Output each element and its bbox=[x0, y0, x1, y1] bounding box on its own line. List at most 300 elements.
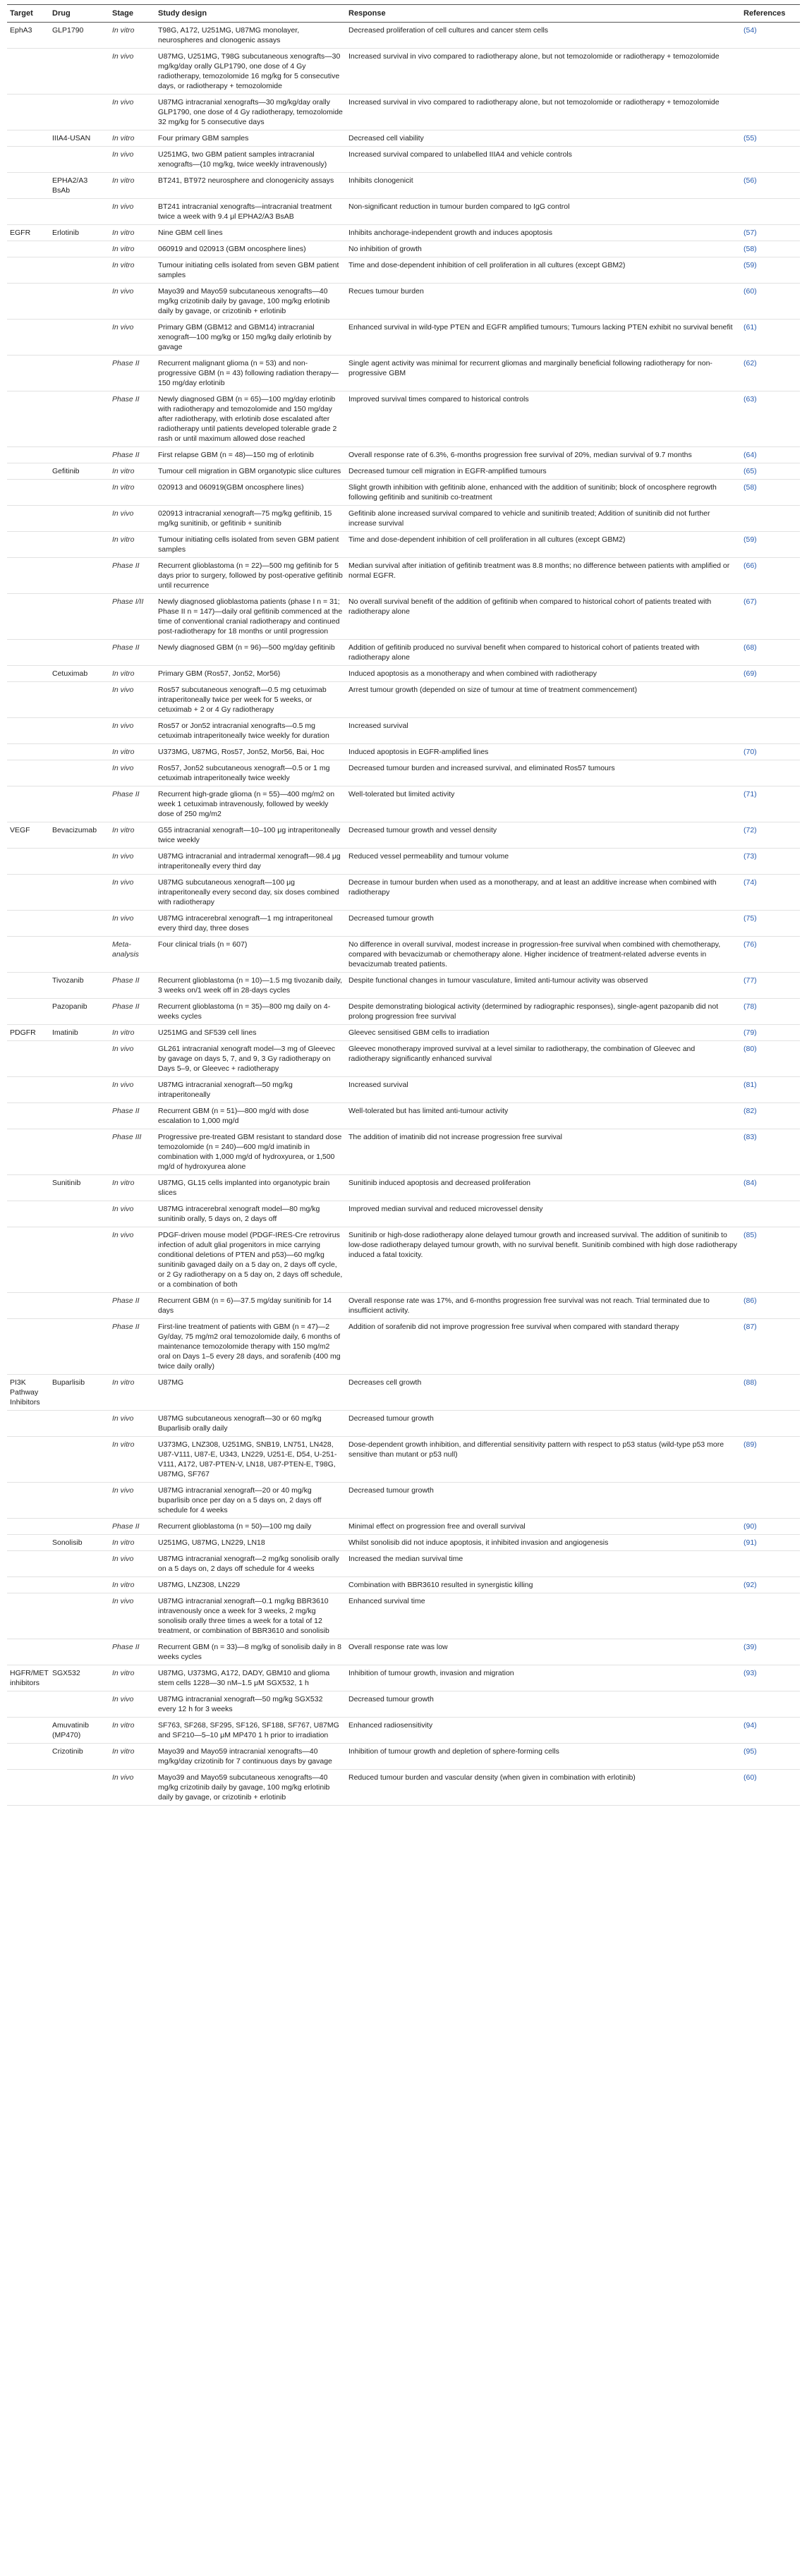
reference-link[interactable]: (69) bbox=[744, 669, 757, 678]
cell-stage: Phase II bbox=[109, 1519, 155, 1535]
table-row bbox=[7, 1077, 800, 1103]
cell-stage: In vitro bbox=[109, 744, 155, 760]
cell-reference[interactable] bbox=[741, 463, 800, 480]
cell-reference bbox=[741, 95, 800, 130]
cell-reference bbox=[741, 1593, 800, 1639]
table-row bbox=[7, 760, 800, 786]
cell-drug bbox=[49, 199, 109, 225]
reference-link[interactable]: (79) bbox=[744, 1028, 757, 1037]
cell-reference bbox=[741, 1201, 800, 1227]
reference-link[interactable]: (82) bbox=[744, 1107, 757, 1115]
table-row bbox=[7, 49, 800, 95]
cell-stage: In vitro bbox=[109, 1665, 155, 1691]
cell-study-design: Mayo39 and Mayo59 subcutaneous xenografts—40 mg/kg crizotinib daily by gavage, 100 mg/kg erlotinib daily by gavage, or crizotinib + erlotinib bbox=[155, 1770, 346, 1806]
cell-response: Minimal effect on progression free and overall survival bbox=[346, 1519, 741, 1535]
table-row bbox=[7, 130, 800, 147]
cell-response: No overall survival benefit of the addition of gefitinib when compared to historical cohort of patients treated with radiotherapy alone bbox=[346, 594, 741, 640]
cell-response: Sunitinib induced apoptosis and decreased proliferation bbox=[346, 1175, 741, 1201]
reference-link[interactable]: (83) bbox=[744, 1133, 757, 1141]
table-row bbox=[7, 1770, 800, 1806]
cell-reference[interactable] bbox=[741, 786, 800, 822]
cell-target bbox=[7, 1201, 49, 1227]
cell-target bbox=[7, 1577, 49, 1593]
cell-study-design: Ros57 or Jon52 intracranial xenografts—0.5 mg cetuximab intraperitoneally twice weekly for duration bbox=[155, 718, 346, 744]
cell-stage: In vivo bbox=[109, 1041, 155, 1077]
reference-link[interactable]: (65) bbox=[744, 467, 757, 475]
cell-drug bbox=[49, 1639, 109, 1665]
cell-target bbox=[7, 1103, 49, 1129]
cell-drug bbox=[49, 640, 109, 666]
header-references: References bbox=[741, 5, 800, 23]
cell-reference[interactable] bbox=[741, 1577, 800, 1593]
cell-stage: In vitro bbox=[109, 1437, 155, 1483]
cell-response: Decreased tumour growth bbox=[346, 1691, 741, 1718]
cell-response: Increased survival in vivo compared to radiotherapy alone, but not temozolomide or radiotherapy + temozolomide bbox=[346, 95, 741, 130]
cell-stage: In vivo bbox=[109, 1201, 155, 1227]
cell-response: Well-tolerated but has limited anti-tumour activity bbox=[346, 1103, 741, 1129]
table-row bbox=[7, 23, 800, 49]
cell-target bbox=[7, 147, 49, 173]
cell-study-design: Recurrent malignant glioma (n = 53) and non-progressive GBM (n = 43) following radiation therapy—150 mg/day erlotinib bbox=[155, 356, 346, 391]
cell-response: Increased the median survival time bbox=[346, 1551, 741, 1577]
reference-link[interactable]: (56) bbox=[744, 176, 757, 185]
table-row bbox=[7, 1577, 800, 1593]
cell-study-design: U87MG subcutaneous xenograft—30 or 60 mg/kg Buparlisib orally daily bbox=[155, 1411, 346, 1437]
table-row bbox=[7, 786, 800, 822]
cell-reference[interactable] bbox=[741, 1375, 800, 1411]
table-row bbox=[7, 1375, 800, 1411]
cell-drug bbox=[49, 506, 109, 532]
cell-study-design: U87MG, GL15 cells implanted into organotypic brain slices bbox=[155, 1175, 346, 1201]
cell-reference[interactable] bbox=[741, 911, 800, 937]
cell-stage: Phase III bbox=[109, 1129, 155, 1175]
cell-reference[interactable] bbox=[741, 1770, 800, 1806]
cell-reference[interactable] bbox=[741, 973, 800, 999]
cell-response: Gleevec monotherapy improved survival at a level similar to radiotherapy, the combination of Gleevec and radiotherapy significantly enhanced survival bbox=[346, 1041, 741, 1077]
cell-drug bbox=[49, 1593, 109, 1639]
cell-reference[interactable] bbox=[741, 225, 800, 241]
reference-link[interactable]: (55) bbox=[744, 134, 757, 142]
cell-target bbox=[7, 1411, 49, 1437]
table-row bbox=[7, 875, 800, 911]
reference-link[interactable]: (74) bbox=[744, 878, 757, 887]
cell-stage: In vitro bbox=[109, 1718, 155, 1744]
cell-study-design: U373MG, LNZ308, U251MG, SNB19, LN751, LN428, U87-V111, U87-E, U343, LN229, U251-E, D54, U-251-V111, A172, U87-PTEN-V, LN18, U87-PTEN-E, T98G, U87MG, SF767 bbox=[155, 1437, 346, 1483]
cell-drug bbox=[49, 1483, 109, 1519]
reference-link[interactable]: (77) bbox=[744, 976, 757, 985]
cell-stage: In vitro bbox=[109, 225, 155, 241]
reference-link[interactable]: (93) bbox=[744, 1669, 757, 1677]
cell-study-design: 020913 and 060919(GBM oncosphere lines) bbox=[155, 480, 346, 506]
reference-link[interactable]: (61) bbox=[744, 323, 757, 332]
table-row bbox=[7, 1319, 800, 1375]
cell-reference[interactable] bbox=[741, 1535, 800, 1551]
cell-study-design: Recurrent GBM (n = 6)—37.5 mg/day sunitinib for 14 days bbox=[155, 1293, 346, 1319]
cell-drug bbox=[49, 682, 109, 718]
cell-drug: Sunitinib bbox=[49, 1175, 109, 1201]
cell-response: Overall response rate of 6.3%, 6-months progression free survival of 20%, median survival of 9.7 months bbox=[346, 447, 741, 463]
cell-reference[interactable] bbox=[741, 1744, 800, 1770]
reference-link[interactable]: (76) bbox=[744, 940, 757, 949]
cell-target bbox=[7, 1639, 49, 1665]
cell-study-design: Newly diagnosed GBM (n = 65)—100 mg/day erlotinib with radiotherapy and temozolomide and 150 mg/day after radiotherapy, with erlotinib dose escalated after radiotherapy until patients developed tolerable grade 2 rash or until maximum allowed dose reached bbox=[155, 391, 346, 447]
cell-drug bbox=[49, 1041, 109, 1077]
cell-study-design: GL261 intracranial xenograft model—3 mg of Gleevec by gavage on days 5, 7, and 9, 3 Gy radiotherapy on Days 5–9, or Gleevec + radiotherapy bbox=[155, 1041, 346, 1077]
table-row bbox=[7, 320, 800, 356]
cell-drug bbox=[49, 1691, 109, 1718]
reference-link[interactable]: (91) bbox=[744, 1538, 757, 1547]
table-row bbox=[7, 1691, 800, 1718]
cell-reference[interactable] bbox=[741, 1227, 800, 1293]
cell-response: Decreased tumour growth and vessel density bbox=[346, 822, 741, 849]
table-row bbox=[7, 1201, 800, 1227]
cell-target bbox=[7, 1175, 49, 1201]
cell-study-design: U87MG, U251MG, T98G subcutaneous xenografts—30 mg/kg/day orally GLP1790, one dose of 4 Gy radiotherapy, temozolomide 16 mg/kg for 5 consecutive days, or radiotherapy + temozolomide bbox=[155, 49, 346, 95]
reference-link[interactable]: (89) bbox=[744, 1440, 757, 1449]
cell-study-design: Ros57, Jon52 subcutaneous xenograft—0.5 or 1 mg cetuximab intraperitoneally twice weekly bbox=[155, 760, 346, 786]
cell-drug bbox=[49, 257, 109, 284]
cell-stage: In vivo bbox=[109, 1551, 155, 1577]
cell-reference[interactable] bbox=[741, 1077, 800, 1103]
cell-reference[interactable] bbox=[741, 391, 800, 447]
reference-link[interactable]: (80) bbox=[744, 1045, 757, 1053]
cell-response: Decreases cell growth bbox=[346, 1375, 741, 1411]
cell-drug bbox=[49, 1437, 109, 1483]
table-row bbox=[7, 463, 800, 480]
cell-study-design: U87MG intracranial and intradermal xenograft—98.4 μg intraperitoneally every third day bbox=[155, 849, 346, 875]
cell-response: The addition of imatinib did not increase progression free survival bbox=[346, 1129, 741, 1175]
cell-target: VEGF bbox=[7, 822, 49, 849]
reference-link[interactable]: (71) bbox=[744, 790, 757, 798]
cell-target bbox=[7, 320, 49, 356]
reference-link[interactable]: (73) bbox=[744, 852, 757, 861]
cell-target bbox=[7, 241, 49, 257]
reference-link[interactable]: (68) bbox=[744, 643, 757, 652]
cell-response: Decreased tumour cell migration in EGFR-amplified tumours bbox=[346, 463, 741, 480]
cell-study-design: U87MG intracranial xenograft—2 mg/kg sonolisib orally on a 5 days on, 2 days off schedule for 4 weeks bbox=[155, 1551, 346, 1577]
cell-drug: EPHA2/A3 BsAb bbox=[49, 173, 109, 199]
cell-reference[interactable] bbox=[741, 875, 800, 911]
cell-drug bbox=[49, 1293, 109, 1319]
cell-stage: Phase II bbox=[109, 786, 155, 822]
cell-reference[interactable] bbox=[741, 937, 800, 973]
table-row bbox=[7, 973, 800, 999]
cell-study-design: U87MG subcutaneous xenograft—100 μg intraperitoneally every second day, six doses combined with radiotherapy bbox=[155, 875, 346, 911]
cell-reference[interactable] bbox=[741, 1293, 800, 1319]
cell-target bbox=[7, 1293, 49, 1319]
cell-target bbox=[7, 718, 49, 744]
cell-reference[interactable] bbox=[741, 1319, 800, 1375]
cell-target: EphA3 bbox=[7, 23, 49, 49]
reference-link[interactable]: (64) bbox=[744, 451, 757, 459]
cell-study-design: Four clinical trials (n = 607) bbox=[155, 937, 346, 973]
reference-link[interactable]: (94) bbox=[744, 1721, 757, 1730]
reference-link[interactable]: (58) bbox=[744, 245, 757, 253]
table-row bbox=[7, 1593, 800, 1639]
cell-reference[interactable] bbox=[741, 241, 800, 257]
reference-link[interactable]: (75) bbox=[744, 914, 757, 923]
reference-link[interactable]: (59) bbox=[744, 261, 757, 269]
table-row bbox=[7, 506, 800, 532]
cell-reference[interactable] bbox=[741, 480, 800, 506]
cell-reference[interactable] bbox=[741, 447, 800, 463]
cell-stage: In vitro bbox=[109, 241, 155, 257]
reference-link[interactable]: (67) bbox=[744, 597, 757, 606]
reference-link[interactable]: (58) bbox=[744, 483, 757, 492]
cell-reference[interactable] bbox=[741, 532, 800, 558]
cell-reference bbox=[741, 1691, 800, 1718]
cell-drug bbox=[49, 1103, 109, 1129]
cell-drug bbox=[49, 284, 109, 320]
cell-reference[interactable] bbox=[741, 594, 800, 640]
cell-study-design: Tumour initiating cells isolated from seven GBM patient samples bbox=[155, 257, 346, 284]
cell-reference[interactable] bbox=[741, 1025, 800, 1041]
cell-target bbox=[7, 1129, 49, 1175]
cell-reference[interactable] bbox=[741, 1639, 800, 1665]
cell-response: Single agent activity was minimal for recurrent gliomas and marginally beneficial following radiotherapy for non-progressive GBM bbox=[346, 356, 741, 391]
cell-target bbox=[7, 911, 49, 937]
cell-study-design: Four primary GBM samples bbox=[155, 130, 346, 147]
cell-reference[interactable] bbox=[741, 23, 800, 49]
cell-reference[interactable] bbox=[741, 284, 800, 320]
table-row bbox=[7, 640, 800, 666]
cell-target bbox=[7, 1319, 49, 1375]
cell-drug bbox=[49, 718, 109, 744]
cell-reference bbox=[741, 682, 800, 718]
cell-study-design: BT241, BT972 neurosphere and clonogenicity assays bbox=[155, 173, 346, 199]
cell-study-design: U87MG intracranial xenograft—0.1 mg/kg BBR3610 intravenously once a week for 3 weeks, 2 mg/kg sonolisib orally three times a week for a total of 12 treatment, or combination of BBR3610 and sonolisib bbox=[155, 1593, 346, 1639]
cell-reference[interactable] bbox=[741, 1437, 800, 1483]
cell-stage: Phase II bbox=[109, 447, 155, 463]
cell-drug bbox=[49, 532, 109, 558]
cell-target bbox=[7, 1593, 49, 1639]
cell-drug: Sonolisib bbox=[49, 1535, 109, 1551]
cell-study-design: Recurrent high-grade glioma (n = 55)—400 mg/m2 on week 1 cetuximab intravenously, followed by weekly dose of 250 mg/m2 bbox=[155, 786, 346, 822]
cell-target bbox=[7, 640, 49, 666]
cell-response: Decreased tumour growth bbox=[346, 1411, 741, 1437]
cell-target bbox=[7, 1535, 49, 1551]
cell-drug: IIIA4-USAN bbox=[49, 130, 109, 147]
cell-reference[interactable] bbox=[741, 173, 800, 199]
cell-drug: SGX532 bbox=[49, 1665, 109, 1691]
cell-response: Increased survival compared to unlabelled IIIA4 and vehicle controls bbox=[346, 147, 741, 173]
cell-stage: In vitro bbox=[109, 257, 155, 284]
cell-reference[interactable] bbox=[741, 130, 800, 147]
cell-reference[interactable] bbox=[741, 1041, 800, 1077]
cell-drug bbox=[49, 1319, 109, 1375]
cell-study-design: Recurrent GBM (n = 33)—8 mg/kg of sonolisib daily in 8 weeks cycles bbox=[155, 1639, 346, 1665]
cell-response: Decreased cell viability bbox=[346, 130, 741, 147]
table-row bbox=[7, 1437, 800, 1483]
reference-link[interactable]: (60) bbox=[744, 287, 757, 296]
cell-response: Time and dose-dependent inhibition of cell proliferation in all cultures (except GBM2) bbox=[346, 532, 741, 558]
table-row bbox=[7, 1411, 800, 1437]
reference-link[interactable]: (95) bbox=[744, 1747, 757, 1756]
cell-stage: In vivo bbox=[109, 1691, 155, 1718]
reference-link[interactable]: (57) bbox=[744, 229, 757, 237]
table-row bbox=[7, 666, 800, 682]
cell-response: Increased survival bbox=[346, 1077, 741, 1103]
cell-target bbox=[7, 49, 49, 95]
cell-drug bbox=[49, 786, 109, 822]
reference-link[interactable]: (81) bbox=[744, 1081, 757, 1089]
reference-link[interactable]: (84) bbox=[744, 1179, 757, 1187]
table-row bbox=[7, 594, 800, 640]
cell-response: Well-tolerated but limited activity bbox=[346, 786, 741, 822]
cell-drug: Amuvatinib (MP470) bbox=[49, 1718, 109, 1744]
reference-link[interactable]: (70) bbox=[744, 748, 757, 756]
cell-drug bbox=[49, 1129, 109, 1175]
cell-drug: GLP1790 bbox=[49, 23, 109, 49]
cell-drug bbox=[49, 744, 109, 760]
cell-response: Decreased proliferation of cell cultures and cancer stem cells bbox=[346, 23, 741, 49]
cell-target bbox=[7, 95, 49, 130]
cell-drug bbox=[49, 558, 109, 594]
reference-link[interactable]: (54) bbox=[744, 26, 757, 35]
table-row bbox=[7, 744, 800, 760]
cell-response: No difference in overall survival, modest increase in progression-free survival when combined with chemotherapy, compared with bevacizumab or chemotherapy alone. Higher incidence of treatment-related adverse events in bevacizumab treated patients. bbox=[346, 937, 741, 973]
reference-link[interactable]: (86) bbox=[744, 1296, 757, 1305]
cell-study-design: T98G, A172, U251MG, U87MG monolayer, neurospheres and clonogenic assays bbox=[155, 23, 346, 49]
cell-stage: Phase II bbox=[109, 999, 155, 1025]
cell-reference[interactable] bbox=[741, 1103, 800, 1129]
cell-drug bbox=[49, 1577, 109, 1593]
cell-stage: In vitro bbox=[109, 1375, 155, 1411]
cell-study-design: U87MG intracranial xenograft—20 or 40 mg/kg buparlisib once per day on a 5 days on, 2 days off schedule for 4 weeks bbox=[155, 1483, 346, 1519]
table-row bbox=[7, 1718, 800, 1744]
reference-link[interactable]: (78) bbox=[744, 1002, 757, 1011]
cell-target bbox=[7, 1227, 49, 1293]
cell-stage: In vivo bbox=[109, 95, 155, 130]
reference-link[interactable]: (85) bbox=[744, 1231, 757, 1239]
cell-study-design: Primary GBM (GBM12 and GBM14) intracranial xenograft—100 mg/kg or 150 mg/kg daily erlotinib by gavage bbox=[155, 320, 346, 356]
cell-response: Whilst sonolisib did not induce apoptosis, it inhibited invasion and angiogenesis bbox=[346, 1535, 741, 1551]
cell-reference[interactable] bbox=[741, 744, 800, 760]
cell-drug: Imatinib bbox=[49, 1025, 109, 1041]
cell-target bbox=[7, 1519, 49, 1535]
table-row bbox=[7, 999, 800, 1025]
cell-target bbox=[7, 849, 49, 875]
cell-reference[interactable] bbox=[741, 320, 800, 356]
reference-link[interactable]: (92) bbox=[744, 1581, 757, 1589]
cell-study-design: Recurrent glioblastoma (n = 22)—500 mg gefitinib for 5 days prior to surgery, followed by post-operative gefitinib until recurrence bbox=[155, 558, 346, 594]
table-header bbox=[7, 5, 800, 23]
cell-response: Inhibition of tumour growth, invasion and migration bbox=[346, 1665, 741, 1691]
cell-target bbox=[7, 594, 49, 640]
cell-reference bbox=[741, 760, 800, 786]
cell-study-design: U87MG intracranial xenografts—30 mg/kg/day orally GLP1790, one dose of 4 Gy radiotherapy, temozolomide 32 mg/kg for 5 consecutive days bbox=[155, 95, 346, 130]
cell-drug bbox=[49, 320, 109, 356]
cell-study-design: First-line treatment of patients with GBM (n = 47)—2 Gy/day, 75 mg/m2 oral temozolomide daily, 6 months of maintenance temozolomide therapy with 150 mg/m2 oral on Days 1–5 every 28 days, and sorafenib (400 mg twice daily orally) bbox=[155, 1319, 346, 1375]
cell-stage: In vivo bbox=[109, 1411, 155, 1437]
cell-response: Recues tumour burden bbox=[346, 284, 741, 320]
cell-target bbox=[7, 682, 49, 718]
cell-response: Inhibition of tumour growth and depletion of sphere-forming cells bbox=[346, 1744, 741, 1770]
table-row bbox=[7, 1293, 800, 1319]
cell-reference[interactable] bbox=[741, 822, 800, 849]
cell-study-design: Mayo39 and Mayo59 intracranial xenografts—40 mg/kg/day crizotinib for 7 continuous days by gavage bbox=[155, 1744, 346, 1770]
cell-response: Gleevec sensitised GBM cells to irradiation bbox=[346, 1025, 741, 1041]
table-row bbox=[7, 532, 800, 558]
cell-study-design: Tumour initiating cells isolated from seven GBM patient samples bbox=[155, 532, 346, 558]
cell-response: Gefitinib alone increased survival compared to vehicle and sunitinib treated; Addition of sunitinib did not further increase survival bbox=[346, 506, 741, 532]
cell-response: No inhibition of growth bbox=[346, 241, 741, 257]
table-row bbox=[7, 1551, 800, 1577]
reference-link[interactable]: (39) bbox=[744, 1643, 757, 1651]
cell-target bbox=[7, 447, 49, 463]
reference-link[interactable]: (88) bbox=[744, 1378, 757, 1387]
cell-drug bbox=[49, 1551, 109, 1577]
cell-drug bbox=[49, 937, 109, 973]
cell-reference[interactable] bbox=[741, 640, 800, 666]
table-body bbox=[7, 23, 800, 1806]
reference-link[interactable]: (60) bbox=[744, 1773, 757, 1782]
cell-reference[interactable] bbox=[741, 1718, 800, 1744]
cell-response: Decreased tumour burden and increased survival, and eliminated Ros57 tumours bbox=[346, 760, 741, 786]
cell-reference[interactable] bbox=[741, 1175, 800, 1201]
cell-stage: In vitro bbox=[109, 1175, 155, 1201]
cell-study-design: Recurrent glioblastoma (n = 10)—1.5 mg tivozanib daily, 3 weeks on/1 week off in 28-days cycles bbox=[155, 973, 346, 999]
cell-target bbox=[7, 1691, 49, 1718]
cell-reference[interactable] bbox=[741, 1519, 800, 1535]
cell-response: Reduced vessel permeability and tumour volume bbox=[346, 849, 741, 875]
table-row bbox=[7, 95, 800, 130]
cell-target bbox=[7, 506, 49, 532]
table-row bbox=[7, 558, 800, 594]
cell-drug bbox=[49, 447, 109, 463]
reference-link[interactable]: (90) bbox=[744, 1522, 757, 1531]
cell-response: Decrease in tumour burden when used as a monotherapy, and at least an additive increase when combined with radiotherapy bbox=[346, 875, 741, 911]
cell-reference[interactable] bbox=[741, 999, 800, 1025]
reference-link[interactable]: (62) bbox=[744, 359, 757, 367]
study-table bbox=[7, 4, 800, 1806]
cell-reference[interactable] bbox=[741, 849, 800, 875]
cell-drug bbox=[49, 49, 109, 95]
cell-stage: In vivo bbox=[109, 1593, 155, 1639]
reference-link[interactable]: (87) bbox=[744, 1323, 757, 1331]
table-row bbox=[7, 1041, 800, 1077]
cell-response: Enhanced survival in wild-type PTEN and EGFR amplified tumours; Tumours lacking PTEN exhibit no survival benefit bbox=[346, 320, 741, 356]
cell-study-design: First relapse GBM (n = 48)—150 mg of erlotinib bbox=[155, 447, 346, 463]
cell-response: Time and dose-dependent inhibition of cell proliferation in all cultures (except GBM2) bbox=[346, 257, 741, 284]
cell-target bbox=[7, 760, 49, 786]
cell-reference[interactable] bbox=[741, 666, 800, 682]
cell-stage: Phase II bbox=[109, 1639, 155, 1665]
cell-response: Combination with BBR3610 resulted in synergistic killing bbox=[346, 1577, 741, 1593]
reference-link[interactable]: (59) bbox=[744, 535, 757, 544]
table-row bbox=[7, 1744, 800, 1770]
cell-reference[interactable] bbox=[741, 257, 800, 284]
cell-drug bbox=[49, 1770, 109, 1806]
header-study-design: Study design bbox=[155, 5, 346, 23]
cell-stage: In vitro bbox=[109, 1025, 155, 1041]
cell-target bbox=[7, 284, 49, 320]
cell-reference[interactable] bbox=[741, 558, 800, 594]
table-row bbox=[7, 682, 800, 718]
cell-reference[interactable] bbox=[741, 1665, 800, 1691]
cell-reference[interactable] bbox=[741, 1129, 800, 1175]
cell-stage: In vitro bbox=[109, 822, 155, 849]
cell-reference[interactable] bbox=[741, 356, 800, 391]
cell-drug bbox=[49, 1519, 109, 1535]
cell-response: Enhanced survival time bbox=[346, 1593, 741, 1639]
reference-link[interactable]: (66) bbox=[744, 561, 757, 570]
cell-stage: In vivo bbox=[109, 1227, 155, 1293]
cell-study-design: U87MG intracranial xenograft—50 mg/kg SGX532 every 12 h for 3 weeks bbox=[155, 1691, 346, 1718]
reference-link[interactable]: (63) bbox=[744, 395, 757, 403]
reference-link[interactable]: (72) bbox=[744, 826, 757, 834]
cell-response: Median survival after initiation of gefitinib treatment was 8.8 months; no difference between patients with amplified or normal EGFR. bbox=[346, 558, 741, 594]
